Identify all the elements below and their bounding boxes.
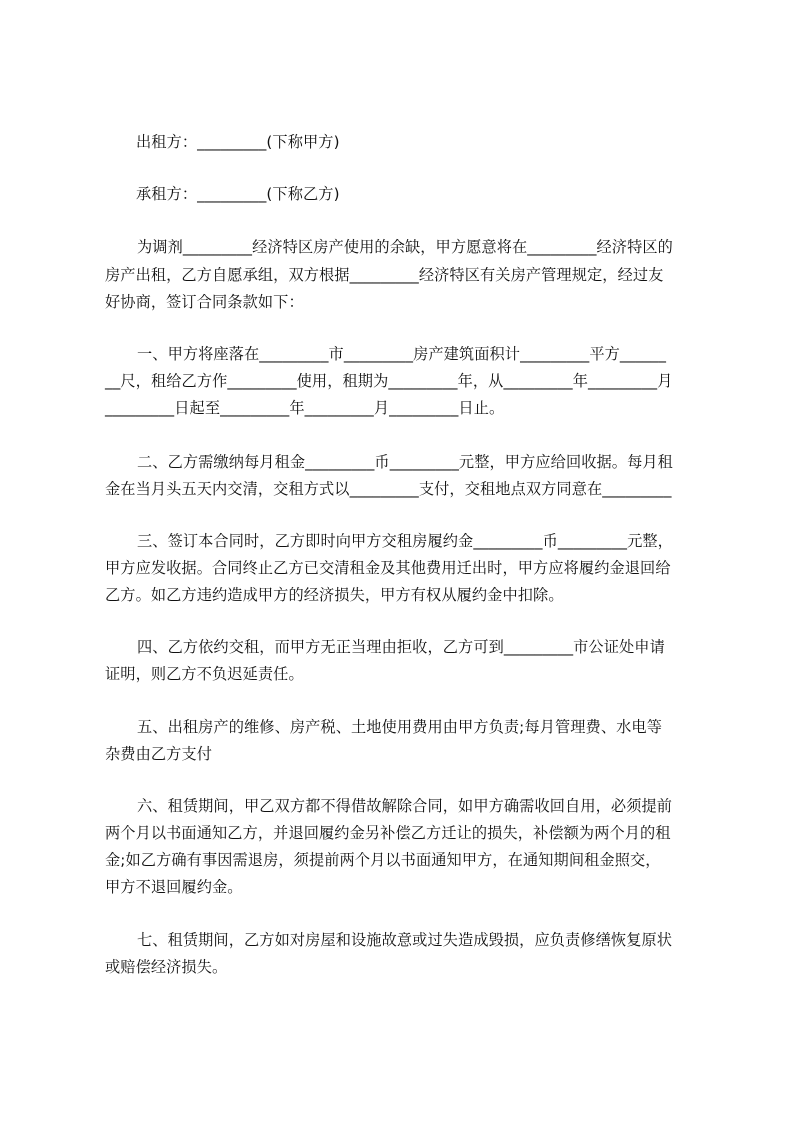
clause-line: 或赔偿经济损失。: [105, 958, 228, 976]
clause-line: 证明，则乙方不负迟延责任。: [105, 665, 304, 683]
clause-line: 杂费由乙方支付: [105, 745, 213, 763]
preamble-line: 好协商，签订合同条款如下：: [105, 293, 304, 311]
clause-line: 乙方。如乙方违约造成甲方的经济损失，甲方有权从履约金中扣除。: [105, 586, 564, 604]
clause-line: 六、租赁期间，甲乙双方都不得借故解除合同，如甲方确需收回自用，必须提前: [137, 797, 673, 815]
clause-line: 七、租赁期间，乙方如对房屋和设施故意或过失造成毁损，应负责修缮恢复原状: [137, 931, 673, 949]
clause-line: 甲方不退回履约金。: [105, 878, 243, 896]
clause-line: _________日起至_________年_________月_________日止。: [105, 399, 505, 417]
clause-line: __尺，租给乙方作_________使用，租期为_________年，从_________年_________月: [105, 372, 673, 390]
clause-line: 金在当月头五天内交清，交租方式以_________支付，交租地点双方同意在_________: [105, 480, 672, 498]
clause-line: 金;如乙方确有事因需退房，须提前两个月以书面通知甲方，在通知期间租金照交，: [105, 851, 661, 869]
preamble-line: 房产出租，乙方自愿承组，双方根据_________经济特区有关房产管理规定，经过友: [105, 266, 664, 284]
clause-line: 二、乙方需缴纳每月租金_________币_________元整，甲方应给回收据。每月租: [137, 453, 673, 471]
clause-line: 甲方应发收据。合同终止乙方已交清租金及其他费用迁出时，甲方应将履约金退回给: [105, 559, 671, 577]
preamble-line: 为调剂_________经济特区房产使用的余缺，甲方愿意将在_________经济特区的: [137, 238, 673, 256]
lessor-line: 出租方：_________(下称甲方): [136, 133, 340, 151]
clause-line: 两个月以书面通知乙方，并退回履约金另补偿乙方迁让的损失，补偿额为两个月的租: [105, 824, 671, 842]
lessee-line: 承租方：_________(下称乙方): [136, 185, 340, 203]
clause-line: 四、乙方依约交租，而甲方无正当理由拒收，乙方可到_________市公证处申请: [137, 638, 665, 656]
clause-line: 三、签订本合同时，乙方即时向甲方交租房履约金_________币_________元整，: [137, 532, 673, 550]
clause-line: 一、甲方将座落在_________市_________房产建筑面积计_________平方______: [137, 345, 667, 363]
clause-line: 五、出租房产的维修、房产税、土地使用费用由甲方负责;每月管理费、水电等: [137, 718, 662, 736]
